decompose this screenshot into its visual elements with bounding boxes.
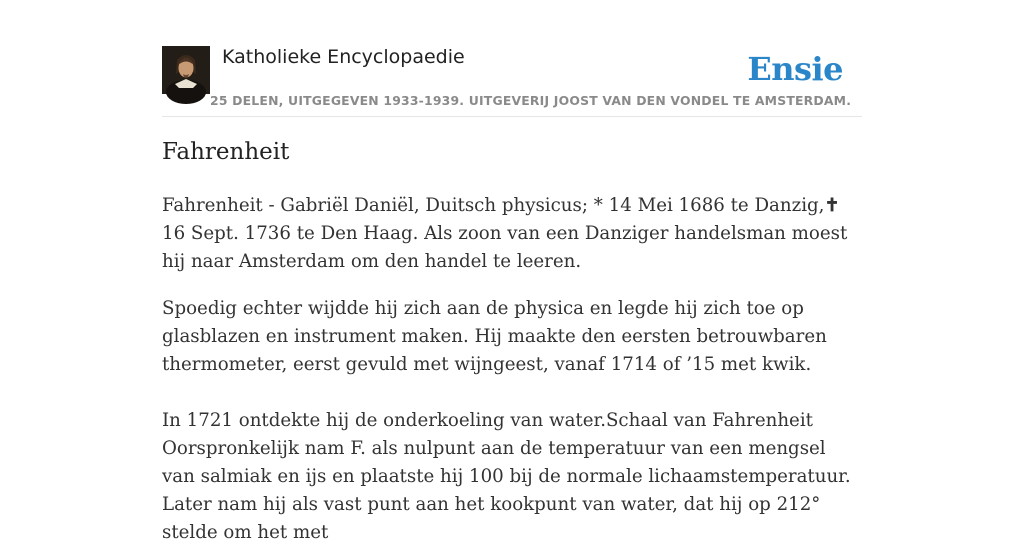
paragraph-3-rest: Oorspronkelijk nam F. als nulpunt aan de temperatuur van een mengsel van salmiak en ijs en plaatste hij 100 bij de normale lichaamstemperatuur. Later nam hij als vast punt aan het kookpunt van water, dat hij op 212° stelde om het met: [162, 438, 851, 543]
article-paragraph-3: [162, 407, 862, 547]
dagger-symbol: ✝: [824, 195, 840, 216]
page-container: [162, 0, 862, 543]
publication-avatar[interactable]: [162, 46, 210, 94]
publication-subtitle: 25 DELEN, UITGEGEVEN 1933-1939. UITGEVERIJ JOOST VAN DEN VONDEL TE AMSTERDAM.: [210, 93, 852, 108]
article-title: Fahrenheit: [162, 139, 290, 165]
paragraph-1-part-1: Fahrenheit - Gabriël Daniël, Duitsch physicus; * 14 Mei 1686 te Danzig,: [162, 195, 825, 216]
paragraph-3-line-1: In 1721 ontdekte hij de onderkoeling van water.Schaal van Fahrenheit: [162, 410, 813, 431]
article-paragraph-2: Spoedig echter wijdde hij zich aan de physica en legde hij zich toe op glasblazen en instrument maken. Hij maakte den eersten betrouwbaren thermometer, eerst gevuld met wijngeest, vanaf 1714 of ’15 met kwik.: [162, 298, 827, 375]
paragraph-1-part-2: 16 Sept. 1736 te Den Haag. Als zoon van een Danziger handelsman moest hij naar Amsterdam om den handel te leeren.: [162, 223, 848, 272]
article-paragraph-1: [162, 192, 862, 276]
publication-header: [162, 0, 862, 117]
ensie-logo[interactable]: Ensie: [747, 50, 843, 88]
publication-title[interactable]: Katholieke Encyclopaedie: [222, 46, 465, 68]
portrait-icon: [162, 46, 210, 94]
